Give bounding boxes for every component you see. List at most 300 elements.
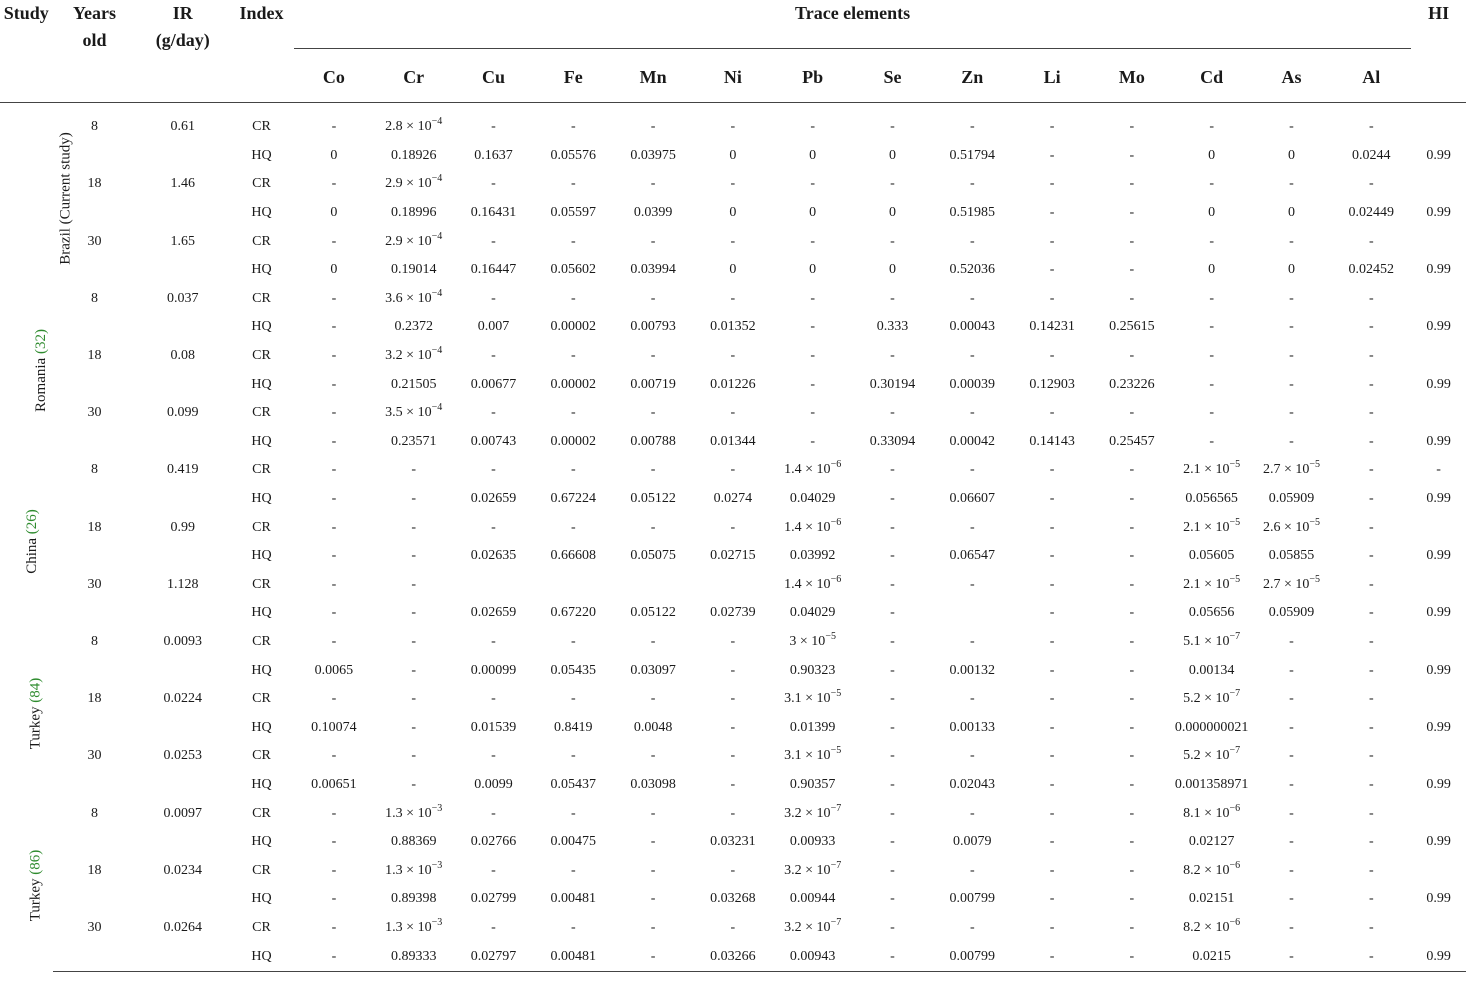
value-cell-co: -	[331, 891, 337, 907]
value-cell-co: -	[331, 462, 337, 478]
value-cell-cu: 0.16447	[470, 262, 517, 278]
table-row	[0, 856, 1466, 885]
table-row	[0, 370, 1466, 399]
value-cell-ni: 0	[729, 147, 737, 163]
value-cell-mn: -	[613, 942, 693, 971]
value-cell-al: -	[1368, 433, 1374, 449]
value-cell-ni: -	[730, 662, 736, 678]
ir-cell	[137, 256, 229, 285]
value-cell-mn: 0.03975	[630, 147, 676, 163]
value-cell-cr: -	[411, 491, 417, 507]
value-cell-zn: -	[969, 348, 975, 364]
study-name-text: Turkey	[27, 878, 44, 922]
index-cell: CR	[252, 176, 271, 192]
value-cell-fe: -	[570, 633, 576, 649]
index-cell: CR	[252, 233, 271, 249]
value-cell-ni: -	[730, 233, 736, 249]
value-cell-pb: $3 \times 10^{-5}$	[789, 630, 836, 649]
age-cell: 18	[87, 348, 102, 364]
age-cell	[53, 771, 137, 800]
hi-cell	[1411, 227, 1466, 256]
hi-cell	[1411, 285, 1466, 314]
value-cell-co: -	[331, 290, 337, 306]
hi-cell	[1411, 685, 1466, 714]
value-cell-pb: $3.2 \times 10^{-7}$	[784, 859, 842, 878]
age-cell	[53, 313, 137, 342]
value-cell-cd: $5.1 \times 10^{-7}$	[1183, 630, 1241, 649]
value-cell-mo: -	[1129, 176, 1135, 192]
age-cell: 8	[91, 290, 98, 306]
value-cell-cr: 0.18926	[390, 147, 437, 163]
value-cell-al: -	[1368, 233, 1374, 249]
value-cell-al: -	[1368, 576, 1374, 592]
value-cell-cd: -	[1209, 376, 1214, 392]
value-cell-fe: 0.00002	[550, 433, 597, 449]
value-cell-al: -	[1368, 348, 1374, 364]
value-cell-co: -	[331, 348, 337, 364]
value-cell-pb: 0.00933	[789, 834, 836, 850]
exponent: −6	[830, 459, 842, 471]
header-element-as: As	[1281, 67, 1302, 88]
value-cell-cu: 0.02766	[470, 834, 517, 850]
value-cell-ni: -	[730, 348, 736, 364]
index-cell: HQ	[251, 891, 272, 907]
value-cell-mn: -	[650, 233, 656, 249]
value-cell-cd: $2.1 \times 10^{-5}$	[1183, 516, 1241, 535]
hi-cell: 0.99	[1426, 548, 1451, 564]
value-cell-li: -	[1012, 942, 1092, 971]
index-cell: HQ	[251, 662, 272, 678]
value-cell-li: -	[1049, 576, 1055, 592]
ir-cell	[137, 713, 229, 742]
ir-cell: 1.65	[170, 233, 195, 249]
value-cell-se: -	[890, 919, 895, 935]
study-reference-link[interactable]: (32)	[32, 328, 49, 354]
value-cell-cr: $1.3 \times 10^{-3}$	[385, 916, 443, 935]
value-cell-zn: -	[969, 862, 975, 878]
value-cell-cd: 0.000000021	[1174, 719, 1249, 735]
ir-cell	[137, 542, 229, 571]
ir-cell	[137, 370, 229, 399]
header-index: Index	[239, 3, 284, 23]
value-cell-cu: -	[491, 405, 496, 421]
value-cell-li: -	[1049, 119, 1055, 135]
header-element-cd: Cd	[1200, 67, 1224, 88]
value-cell-zn: 0.00799	[949, 891, 996, 907]
value-cell-as: -	[1289, 119, 1294, 135]
value-cell-as: -	[1289, 891, 1294, 907]
index-cell: CR	[252, 919, 271, 935]
value-cell-fe: 0.00002	[550, 376, 597, 392]
table-row	[0, 713, 1466, 742]
value-cell-ni: -	[730, 719, 736, 735]
value-cell-mo: -	[1129, 891, 1135, 907]
value-cell-ni: -	[730, 405, 736, 421]
exponent: −5	[1229, 459, 1241, 471]
exponent: −3	[431, 802, 443, 814]
exponent: −7	[1229, 630, 1241, 642]
value-cell-cu: -	[491, 748, 496, 764]
index-cell: CR	[252, 405, 271, 421]
ir-cell	[137, 142, 229, 171]
header-element-al: Al	[1362, 67, 1381, 88]
value-cell-li: -	[1049, 491, 1055, 507]
ir-cell	[137, 199, 229, 228]
study-name-text: Brazil (Current study)	[57, 132, 74, 266]
value-cell-ni: 0.03231	[710, 834, 756, 850]
value-cell-cd: -	[1209, 319, 1214, 335]
value-cell-mo: -	[1129, 633, 1135, 649]
value-cell-fe: 0.00475	[550, 834, 597, 850]
value-cell-cd: 0.056565	[1185, 491, 1238, 507]
value-cell-co: -	[331, 433, 337, 449]
value-cell-mo: -	[1129, 519, 1135, 535]
table-row	[0, 342, 1466, 371]
value-cell-mo: -	[1129, 919, 1135, 935]
value-cell-co: -	[331, 691, 337, 707]
age-cell: 18	[87, 691, 102, 707]
value-cell-al: 0.02452	[1348, 262, 1395, 278]
value-cell-co: -	[331, 605, 337, 621]
value-cell-cr: -	[411, 548, 417, 564]
value-cell-cr: $1.3 \times 10^{-3}$	[385, 802, 443, 821]
value-cell-se: -	[890, 548, 895, 564]
ir-cell: 0.99	[170, 519, 195, 535]
value-cell-cr: 0.23571	[390, 433, 437, 449]
value-cell-se: 0	[888, 147, 896, 163]
value-cell-cu: 0.02635	[470, 548, 517, 564]
value-cell-zn: 0.51794	[949, 147, 996, 163]
header-element-ni: Ni	[723, 67, 742, 88]
hi-cell: -	[1436, 462, 1441, 478]
table-row	[0, 828, 1466, 857]
hi-cell: 0.99	[1411, 942, 1466, 971]
value-cell-al: 0.0244	[1352, 147, 1391, 163]
study-label-cell	[0, 628, 53, 800]
value-cell-al: -	[1368, 919, 1374, 935]
value-cell-al: -	[1368, 519, 1374, 535]
value-cell-se: -	[890, 805, 895, 821]
hi-cell: 0.99	[1426, 834, 1451, 850]
value-cell-cr: -	[411, 462, 417, 478]
value-cell-mo: -	[1129, 119, 1135, 135]
value-cell-pb: -	[810, 433, 816, 449]
value-cell-se: -	[890, 834, 895, 850]
value-cell-zn: -	[969, 576, 975, 592]
value-cell-mn: -	[650, 176, 656, 192]
value-cell-zn: -	[969, 519, 975, 535]
value-cell-cr: 0.2372	[394, 319, 433, 335]
value-cell-cd: 0.05605	[1188, 548, 1235, 564]
study-label-cell	[0, 799, 53, 971]
value-cell-as: $2.6 \times 10^{-5}$	[1262, 516, 1320, 535]
exponent: −5	[1309, 516, 1320, 528]
value-cell-al: -	[1368, 891, 1374, 907]
age-cell: 18	[87, 519, 102, 535]
exponent: −5	[1229, 516, 1241, 528]
header-ir-line1: IR	[172, 3, 193, 23]
value-cell-as: -	[1289, 290, 1294, 306]
value-cell-co: -	[331, 576, 337, 592]
value-cell-cd: -	[1209, 119, 1214, 135]
value-cell-pb: 0.90357	[789, 776, 836, 792]
value-cell-as: 0	[1287, 205, 1295, 221]
value-cell-li: -	[1049, 176, 1055, 192]
study-label-cell	[0, 285, 53, 457]
table-row	[0, 656, 1466, 685]
age-cell	[53, 542, 137, 571]
value-cell-as: 0.05909	[1268, 491, 1315, 507]
value-cell-mn: 0.05122	[630, 491, 676, 507]
exponent: −3	[431, 859, 443, 871]
value-cell-se: -	[890, 748, 895, 764]
table-row	[0, 142, 1466, 171]
hi-cell: 0.99	[1426, 605, 1451, 621]
value-cell-mn: -	[650, 805, 656, 821]
value-cell-mo: -	[1129, 862, 1135, 878]
value-cell-cr: -	[411, 633, 417, 649]
value-cell-li: -	[1049, 776, 1055, 792]
value-cell-cd: 0.0215	[1172, 942, 1252, 971]
value-cell-li: -	[1049, 348, 1055, 364]
value-cell-se: -	[890, 862, 895, 878]
age-cell: 30	[87, 576, 102, 592]
exponent: −7	[830, 802, 842, 814]
value-cell-ni: -	[730, 176, 736, 192]
ir-cell: 0.099	[166, 405, 199, 421]
age-cell	[53, 370, 137, 399]
value-cell-ni: -	[730, 633, 736, 649]
ir-cell: 0.0234	[163, 862, 202, 878]
header-element-cr: Cr	[403, 67, 425, 88]
value-cell-as: -	[1289, 348, 1294, 364]
value-cell-cu: -	[491, 519, 496, 535]
index-cell: CR	[252, 805, 271, 821]
value-cell-pb: -	[810, 290, 816, 306]
value-cell-mo: -	[1092, 942, 1172, 971]
value-cell-al: -	[1368, 748, 1374, 764]
value-cell-ni: -	[730, 462, 736, 478]
value-cell-as: 0.05855	[1268, 548, 1315, 564]
value-cell-li: -	[1049, 233, 1055, 249]
value-cell-cd: $8.1 \times 10^{-6}$	[1183, 802, 1241, 821]
value-cell-cr: -	[411, 519, 417, 535]
value-cell-co: 0	[330, 205, 338, 221]
ir-cell	[137, 485, 229, 514]
exponent: −4	[431, 402, 443, 414]
value-cell-se: -	[890, 576, 895, 592]
value-cell-as: -	[1289, 405, 1294, 421]
index-cell: CR	[252, 462, 271, 478]
value-cell-al: -	[1368, 119, 1374, 135]
value-cell-pb: -	[810, 376, 816, 392]
value-cell-pb: -	[810, 405, 816, 421]
value-cell-ni: 0	[729, 205, 737, 221]
value-cell-pb: 0.01399	[789, 719, 836, 735]
table-row	[0, 103, 1466, 142]
header-element-li: Li	[1043, 67, 1061, 88]
exponent: −7	[830, 859, 842, 871]
value-cell-as: -	[1289, 748, 1294, 764]
value-cell-cr: -	[411, 605, 417, 621]
study-reference-link[interactable]: (86)	[27, 849, 44, 875]
value-cell-se: 0.30194	[869, 376, 916, 392]
value-cell-fe: -	[570, 462, 576, 478]
value-cell-fe: -	[570, 919, 576, 935]
value-cell-as: -	[1289, 233, 1294, 249]
study-reference-link[interactable]: (26)	[23, 509, 40, 535]
value-cell-cr: 0.19014	[390, 262, 437, 278]
table-row	[0, 885, 1466, 914]
value-cell-se: -	[890, 290, 895, 306]
value-cell-pb: 0	[809, 205, 817, 221]
value-cell-mn	[613, 571, 693, 600]
value-cell-mn: 0.00719	[630, 376, 676, 392]
header-years-old-line1: Years	[73, 3, 116, 23]
index-cell: HQ	[251, 776, 272, 792]
value-cell-pb: $3.1 \times 10^{-5}$	[784, 688, 842, 707]
table-row	[0, 313, 1466, 342]
age-cell: 8	[91, 119, 98, 135]
value-cell-cu: -	[491, 290, 496, 306]
header-element-se: Se	[883, 67, 902, 88]
value-cell-al: -	[1368, 176, 1374, 192]
value-cell-mn: -	[650, 348, 656, 364]
value-cell-al: -	[1368, 290, 1374, 306]
table-row	[0, 914, 1466, 943]
age-cell: 30	[87, 233, 102, 249]
value-cell-pb: 0.04029	[789, 491, 836, 507]
value-cell-as: -	[1289, 862, 1294, 878]
value-cell-se: -	[890, 719, 895, 735]
value-cell-cd: $5.2 \times 10^{-7}$	[1183, 745, 1241, 764]
value-cell-as: -	[1289, 919, 1294, 935]
value-cell-cd: -	[1209, 433, 1214, 449]
age-cell: 18	[87, 176, 102, 192]
value-cell-zn: -	[969, 462, 975, 478]
value-cell-as: -	[1289, 691, 1294, 707]
exponent: −4	[431, 345, 443, 357]
index-cell: CR	[252, 691, 271, 707]
value-cell-al: -	[1368, 405, 1374, 421]
value-cell-zn: -	[969, 119, 975, 135]
value-cell-co: -	[331, 748, 337, 764]
hi-cell: 0.99	[1426, 891, 1451, 907]
value-cell-se: 0.333	[876, 319, 909, 335]
exponent: −7	[1229, 745, 1241, 757]
hi-cell: 0.99	[1426, 662, 1451, 678]
value-cell-mo: -	[1129, 262, 1135, 278]
ir-cell: 1.46	[170, 176, 195, 192]
value-cell-co: -	[331, 119, 337, 135]
value-cell-al: -	[1368, 376, 1374, 392]
value-cell-mo: -	[1129, 776, 1135, 792]
value-cell-co: 0	[330, 262, 338, 278]
value-cell-pb: -	[810, 348, 816, 364]
value-cell-co: -	[331, 633, 337, 649]
value-cell-al: -	[1368, 662, 1374, 678]
value-cell-li: -	[1049, 462, 1055, 478]
value-cell-mn: 0.05075	[630, 548, 676, 564]
value-cell-mo: -	[1129, 290, 1135, 306]
table-row	[0, 456, 1466, 485]
index-cell: HQ	[251, 719, 272, 735]
table-row	[0, 571, 1466, 600]
value-cell-as: 0.05909	[1268, 605, 1315, 621]
hi-cell	[1411, 513, 1466, 542]
index-cell: HQ	[251, 834, 272, 850]
value-cell-as: -	[1289, 719, 1294, 735]
header-element-cu: Cu	[481, 67, 505, 88]
value-cell-ni: 0.0274	[713, 491, 753, 507]
value-cell-zn: -	[969, 405, 975, 421]
value-cell-ni: 0	[729, 262, 737, 278]
value-cell-mo: -	[1129, 662, 1135, 678]
age-cell	[53, 656, 137, 685]
exponent: −5	[1309, 573, 1320, 585]
value-cell-mn: -	[650, 862, 656, 878]
table-row	[0, 542, 1466, 571]
table-row	[0, 771, 1466, 800]
value-cell-pb: 0.00943	[773, 942, 853, 971]
value-cell-zn: 0.00043	[949, 319, 996, 335]
value-cell-cu: -	[491, 233, 496, 249]
value-cell-fe: 0.8419	[554, 719, 593, 735]
header-study: Study	[3, 3, 49, 23]
value-cell-as: -	[1252, 942, 1332, 971]
value-cell-cu: -	[491, 119, 496, 135]
value-cell-zn: -	[969, 919, 975, 935]
value-cell-mo: -	[1129, 691, 1135, 707]
value-cell-al: -	[1331, 942, 1411, 971]
value-cell-li: -	[1049, 633, 1055, 649]
value-cell-cd: 0.00134	[1188, 662, 1235, 678]
hi-cell: 0.99	[1426, 776, 1451, 792]
value-cell-mn: -	[650, 462, 656, 478]
value-cell-se: -	[890, 605, 895, 621]
ir-cell	[137, 771, 229, 800]
index-cell: CR	[252, 633, 271, 649]
index-cell: HQ	[251, 205, 272, 221]
value-cell-mn: 0.0399	[633, 205, 673, 221]
hi-cell: 0.99	[1426, 205, 1451, 221]
value-cell-mo: -	[1129, 548, 1135, 564]
value-cell-li: -	[1049, 605, 1055, 621]
value-cell-mo: -	[1129, 748, 1135, 764]
value-cell-cu: 0.0099	[474, 776, 513, 792]
study-name	[58, 133, 75, 265]
value-cell-zn: 0.00039	[949, 376, 996, 392]
value-cell-mo: -	[1129, 462, 1135, 478]
hi-cell: 0.99	[1426, 319, 1451, 335]
value-cell-co: 0.10074	[311, 719, 357, 735]
value-cell-as: -	[1289, 176, 1294, 192]
value-cell-pb: 0	[809, 262, 817, 278]
value-cell-cd: 0.02127	[1188, 834, 1235, 850]
study-reference-link[interactable]: (84)	[27, 677, 44, 703]
value-cell-pb: 0.90323	[789, 662, 836, 678]
value-cell-li: 0.14231	[1029, 319, 1075, 335]
value-cell-ni: 0.01226	[710, 376, 756, 392]
age-cell: 8	[91, 633, 98, 649]
value-cell-fe: -	[570, 805, 576, 821]
value-cell-ni: -	[730, 519, 736, 535]
value-cell-zn: 0.51985	[949, 205, 996, 221]
table-row	[0, 599, 1466, 628]
value-cell-se: -	[853, 942, 933, 971]
age-cell: 18	[87, 862, 102, 878]
value-cell-al: -	[1368, 691, 1374, 707]
